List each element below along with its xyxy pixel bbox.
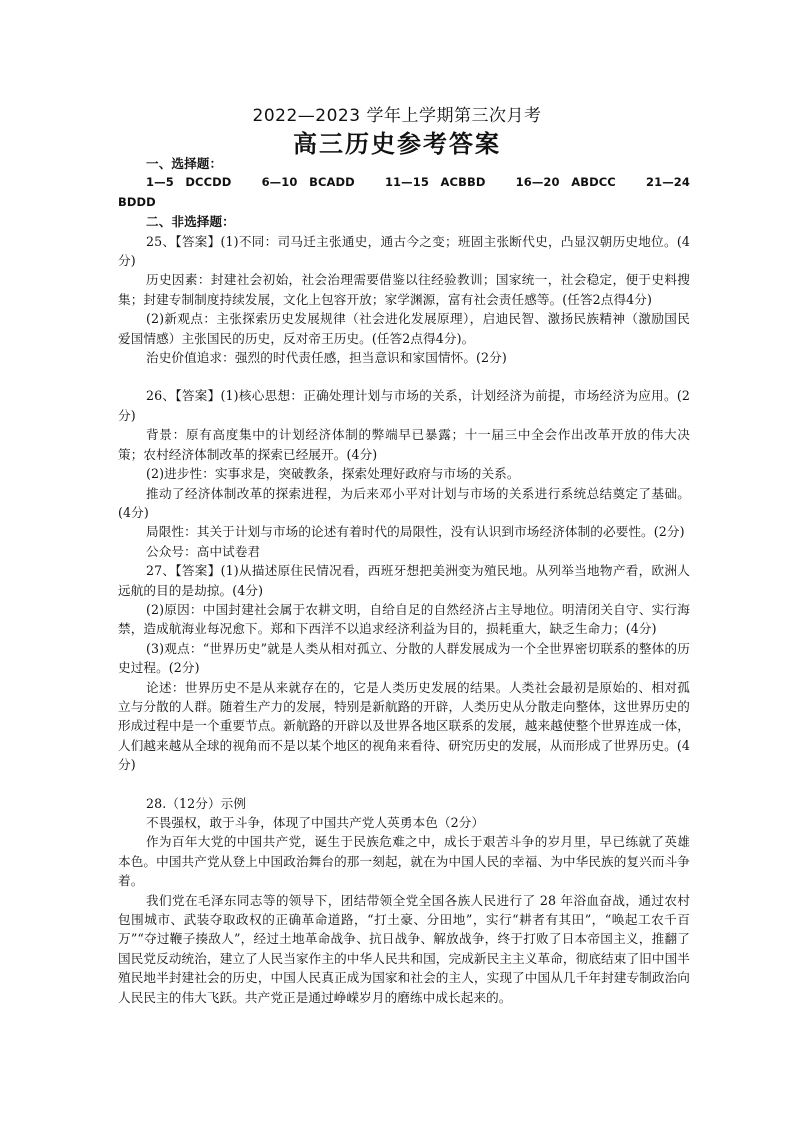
q25-answer-part2: (2)新观点：主张探索历史发展规律（社会进化发展原理），启迪民智、激扬民族精神（激励国民爱国情感）主张国民的历史，反对帝王历史。(任答2点得4分)。 bbox=[118, 311, 690, 346]
mc-group-2: 6—10 BCADD bbox=[261, 175, 355, 190]
answer-key-title: 高三历史参考答案 bbox=[293, 130, 501, 158]
q25-answer-part1: 25、【答案】(1)不同：司马迁主张通史，通古今之变；班固主张断代史，凸显汉朝历史地位。(4分) bbox=[118, 233, 690, 269]
multiple-choice-answers bbox=[118, 173, 690, 192]
q27-argument: 论述：世界历史不是从来就存在的，它是人类历史发展的结果。人类社会最初是原始的、相对孤立与分散的人群。随着生产力的发展，特别是新航路的开辟，人类历史从分散走向整体，这世界历史的形成过程中是一个重要节点。新航路的开辟以及世界各地区联系的发展，越来越使整个世界连成一体，人们越来越从全球的视角而不是以某个地区的视角来看待、研究历史的发展，从而形成了世界历史。(4分) bbox=[118, 679, 690, 773]
mc-group-4: 16—20 ABDCC bbox=[515, 175, 616, 190]
q26-answer-part1: 26、【答案】(1)核心思想：正确处理计划与市场的关系，计划经济为前提，市场经济为应用。(2分) bbox=[118, 388, 690, 423]
mc-group-5: 21—24 bbox=[645, 175, 690, 190]
exam-title: 2022—2023 学年上学期第三次月考 bbox=[252, 106, 542, 126]
q26-background: 背景：原有高度集中的计划经济体制的弊端早已暴露；十一届三中全会作出改革开放的伟大决策；农村经济体制改革的探索已经展开。(4分) bbox=[118, 427, 690, 462]
q28-thesis: 不畏强权，敢于斗争，体现了中国共产党人英勇本色（2分） bbox=[146, 815, 485, 830]
watermark-note: 公众号：高中试卷君 bbox=[146, 543, 261, 559]
q28-paragraph1: 作为百年大党的中国共产党，诞生于民族危难之中，成长于艰苦斗争的岁月里，早已练就了英雄本色。中国共产党从登上中国政治舞台的那一刻起，就在为中国人民的幸福、为中华民族的复兴而斗争着。 bbox=[118, 834, 690, 889]
q27-answer-part1: 27、【答案】(1)从描述原住民情况看，西班牙想把美洲变为殖民地。从列举当地物产看，欧洲人远航的目的是劫掠。(4分) bbox=[118, 563, 690, 598]
q25-historical-factors: 历史因素：封建社会初始，社会治理需要借鉴以往经验教训；国家统一，社会稳定，便于史料搜集；封建专制制度持续发展，文化上包容开放；家学渊源，富有社会责任感等。(任答2点得4分) bbox=[118, 272, 690, 307]
q25-value-pursuit: 治史价值追求：强烈的时代责任感，担当意识和家国情怀。(2分) bbox=[146, 350, 507, 366]
q28-heading: 28.（12分）示例 bbox=[146, 795, 247, 811]
q27-answer-part2: (2)原因：中国封建社会属于农耕文明，自给自足的自然经济占主导地位。明清闭关自守、实行海禁，造成航海业每况愈下。郑和下西洋不以追求经济利益为目的，损耗重大，缺乏生命力；(4分) bbox=[118, 601, 690, 637]
mc-group-5-answers: BDDD bbox=[118, 194, 156, 209]
mc-group-1: 1—5 DCCDD bbox=[146, 175, 232, 190]
q27-answer-part3: (3)观点：“世界历史”就是人类从相对孤立、分散的人群发展成为一个全世界密切联系的整体的历史过程。(2分) bbox=[118, 640, 690, 676]
answer-content bbox=[118, 154, 690, 1007]
q28-paragraph2: 我们党在毛泽东同志等的领导下，团结带领全党全国各族人民进行了 28 年浴血奋战，通过农村包围城市、武装夺取政权的正确革命道路，“打土豪、分田地”，实行“耕者有其田”，“唤起工农千百万”“夺过鞭子揍敌人”，经过土地革命战争、抗日战争、解放战争，终于打败了日本帝国主义，推翻了国民党反动统治，建立了人民当家作主的中华人民共和国，完成新民主主义革命，彻底结束了旧中国半殖民地半封建社会的历史，中国人民真正成为国家和社会的主人，实现了中国从几千年封建专制政治向人民民主的伟大飞跃。共产党正是通过峥嵘岁月的磨练中成长起来的。 bbox=[118, 892, 690, 1005]
mc-group-3: 11—15 ACBBD bbox=[384, 175, 486, 190]
q26-limitation: 局限性：其关于计划与市场的论述有着时代的局限性，没有认识到市场经济体制的必要性。(2分) bbox=[146, 524, 685, 540]
q26-significance: 推动了经济体制改革的探索进程，为后来邓小平对计划与市场的关系进行系统总结奠定了基础。(4分) bbox=[118, 485, 690, 520]
section-heading-multiple-choice: 一、选择题： bbox=[146, 156, 223, 171]
q26-answer-part2: (2)进步性：实事求是，突破教条，探索处理好政府与市场的关系。 bbox=[146, 466, 520, 482]
section-heading-non-choice: 二、非选择题： bbox=[146, 214, 235, 230]
